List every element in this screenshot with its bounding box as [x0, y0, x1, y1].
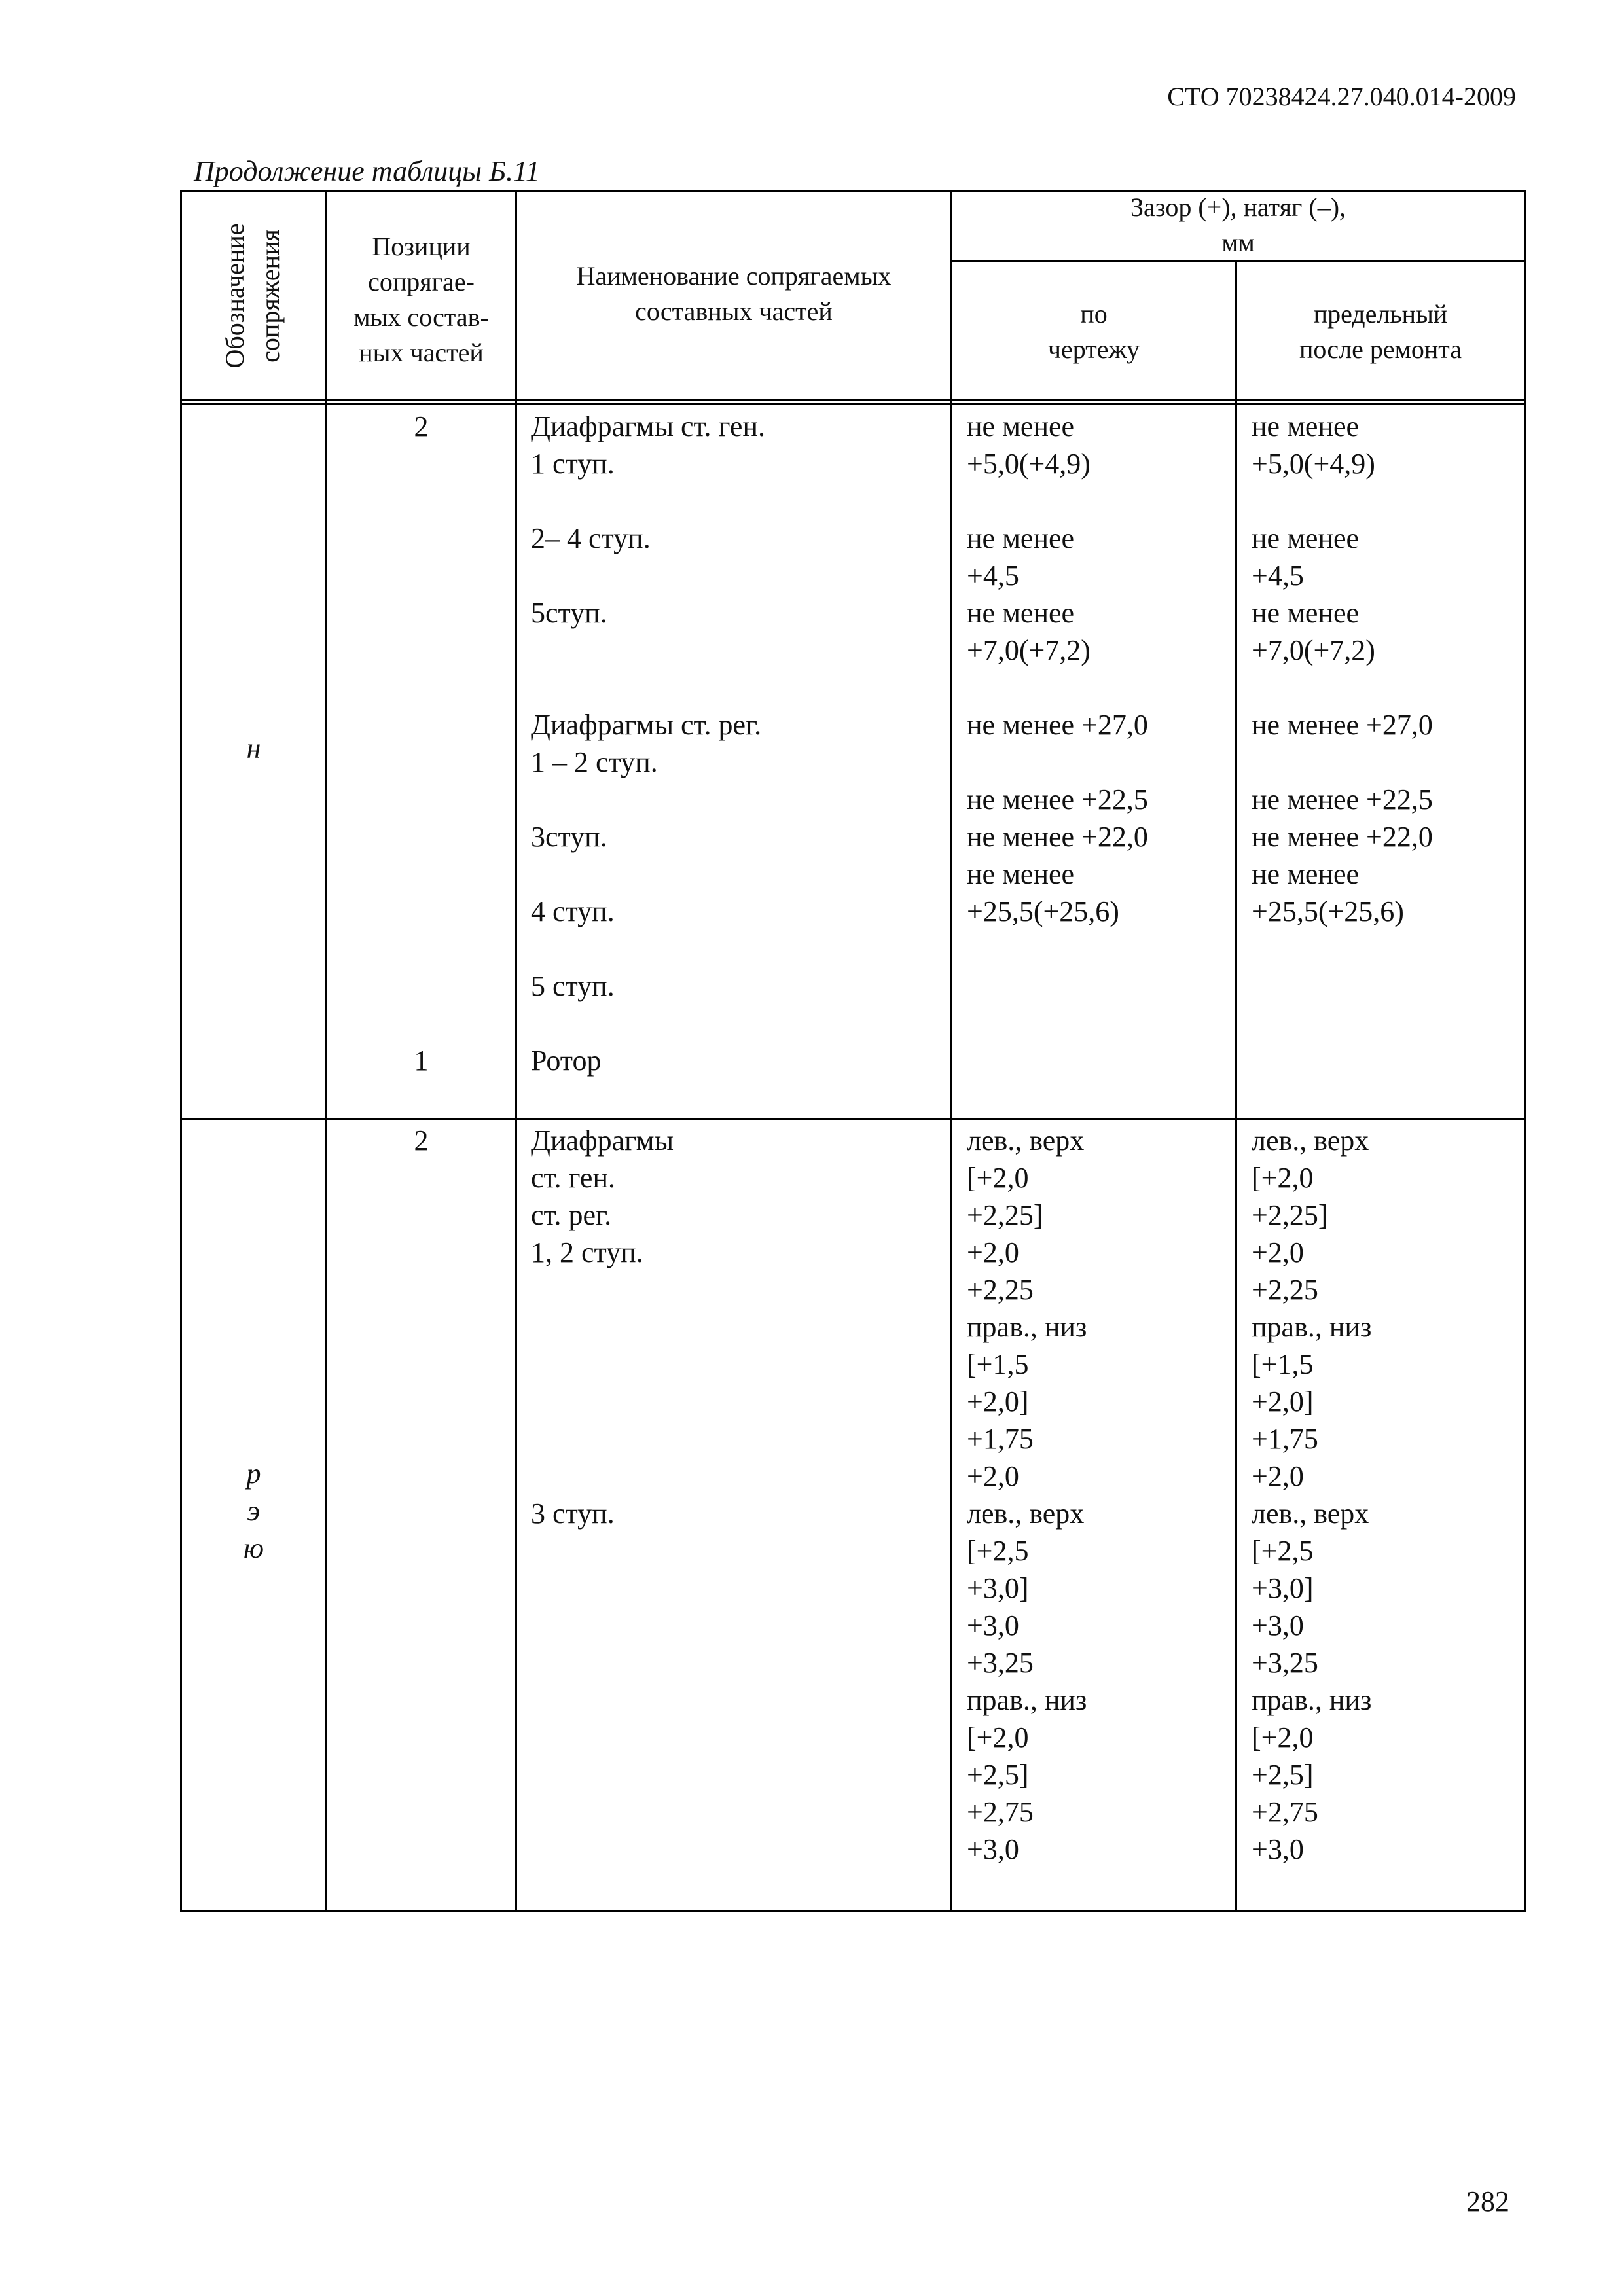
table-bottom-border — [180, 1910, 1526, 1912]
header-subgroup-line — [950, 260, 1526, 262]
page-number: 282 — [1466, 2185, 1509, 2217]
mating-parts-table — [180, 190, 1526, 1912]
header-designation-cell — [180, 190, 325, 402]
row-2-limit: лев., верх [+2,0 +2,25] +2,0 +2,25 прав., низ [+1,5 +2,0] +1,75 +2,0 лев., верх [+2,5 +3,0] +3,0 +3,25 прав., низ [+2,0 +2,5] +2,75 +3,0 — [1252, 1124, 1372, 1865]
table-caption: Продолжение таблицы Б.11 — [194, 155, 540, 187]
row-1-by-drawing: не менее +5,0(+4,9) не менее +4,5 не менее +7,0(+7,2) не менее +27,0 не менее +22,5 не менее +22,0 не менее +25,5(+25,6) — [967, 410, 1148, 927]
header-part-names: Наименование сопрягаемых составных частей — [576, 261, 892, 326]
header-double-line-top — [180, 399, 1526, 401]
header-limit-after-repair: предельный после ремонта — [1299, 299, 1462, 364]
row-1-limit: не менее +5,0(+4,9) не менее +4,5 не менее +7,0(+7,2) не менее +27,0 не менее +22,5 не менее +22,0 не менее +25,5(+25,6) — [1252, 410, 1433, 927]
row-1-part-names: Диафрагмы ст. ген. 1 ступ. 2– 4 ступ. 5ступ. Диафрагмы ст. рег. 1 – 2 ступ. 3ступ. 4 ступ. 5 ступ. Ротор — [531, 410, 765, 1077]
table-right-border — [1524, 190, 1526, 1912]
header-double-line-bottom — [180, 403, 1526, 405]
column-divider-2 — [515, 190, 517, 1912]
row-1-designation: н — [246, 732, 261, 764]
table-left-border — [180, 190, 182, 1912]
header-gap-interference: Зазор (+), натяг (–), мм — [1130, 192, 1346, 257]
row-2-part-names: Диафрагмы ст. ген. ст. рег. 1, 2 ступ. 3 ступ. — [531, 1124, 674, 1530]
row-2-designation: р э ю — [243, 1458, 264, 1564]
header-positions: Позиции сопрягае- мых состав- ных частей — [353, 232, 489, 367]
row-2-positions: 2 — [414, 1124, 429, 1157]
row-1-positions: 2 1 — [414, 410, 429, 1077]
column-divider-4 — [1235, 260, 1237, 1912]
row-divider — [180, 1118, 1526, 1120]
header-by-drawing: по чертежу — [1047, 299, 1140, 364]
header-designation: Обозначение сопряжения — [220, 223, 285, 368]
column-divider-3 — [950, 190, 952, 1912]
row-2-by-drawing: лев., верх [+2,0 +2,25] +2,0 +2,25 прав., низ [+1,5 +2,0] +1,75 +2,0 лев., верх [+2,5 +3,0] +3,0 +3,25 прав., низ [+2,0 +2,5] +2,75 +3,0 — [967, 1124, 1087, 1865]
document-code: СТО 70238424.27.040.014-2009 — [1167, 82, 1516, 111]
